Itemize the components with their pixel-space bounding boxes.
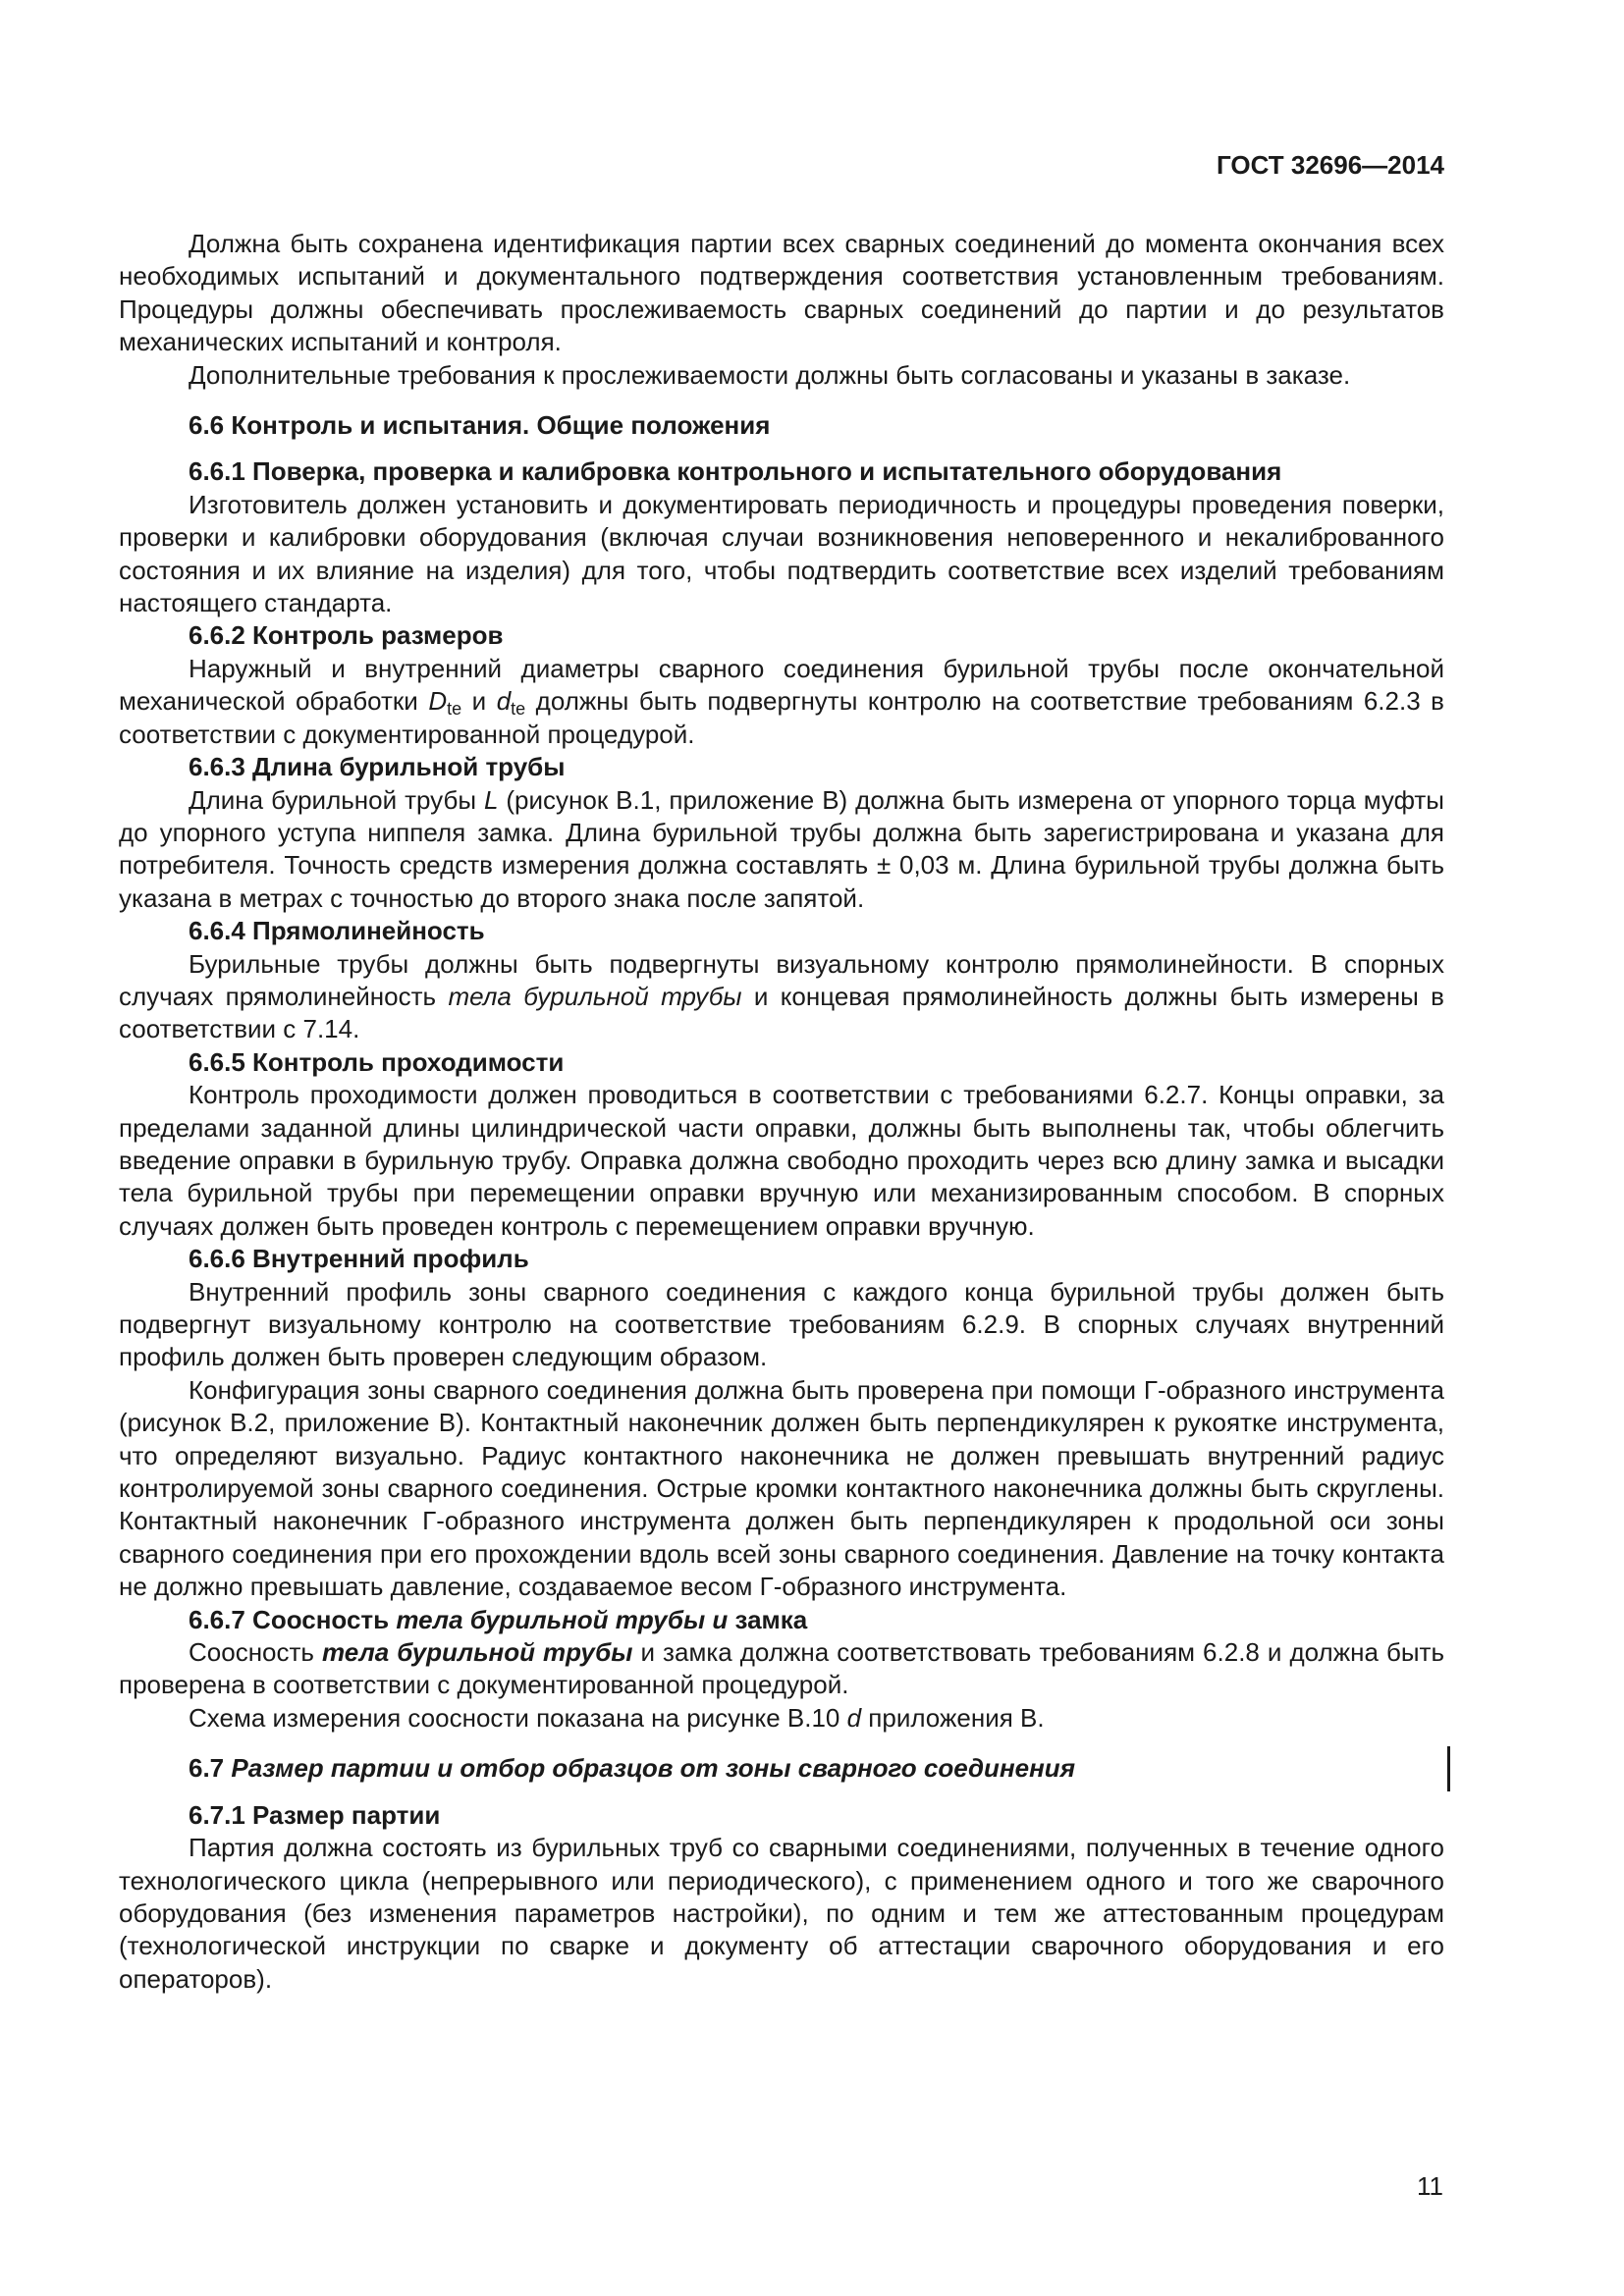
italic-term: тела бурильной трубы и: [396, 1604, 729, 1634]
text-run: должны быть подвергнуты контролю на соответствие требованиям 6.2.3 в соответствии с документированной процедурой.: [119, 686, 1444, 749]
text-run: приложения В.: [861, 1702, 1045, 1733]
section-heading-6-6-5: 6.6.5 Контроль проходимости: [189, 1046, 565, 1077]
section-heading-6-6: 6.6 Контроль и испытания. Общие положения: [189, 410, 771, 441]
document-body: [119, 228, 1444, 1996]
text-run: 6.7: [189, 1753, 232, 1784]
section-heading-6-6-4: 6.6.4 Прямолинейность: [189, 916, 485, 946]
paragraph: [119, 653, 1444, 751]
text-run: и замка должна соответствовать требованиям 6.2.8 и должна быть проверена в соответствии с документированной процедурой.: [119, 1637, 1445, 1700]
text-run: (рисунок В.1, приложение В) должна быть измерена от упорного торца муфты до упорного уступа ниппеля замка. Длина бурильной трубы должна быть зарегистрирована и указана для потребителя. Точность средств измерения должна составлять ± 0,03 м. Длина бурильной трубы должна быть указана в метрах с точностью до второго знака после запятой.: [119, 784, 1444, 913]
text-run: и: [461, 686, 497, 717]
paragraph: [119, 1636, 1444, 1702]
italic-heading: Размер партии и отбор образцов от зоны сварного соединения: [231, 1753, 1075, 1784]
text-run: замка: [728, 1604, 808, 1634]
text-run: Длина бурильной трубы: [189, 784, 484, 815]
subscript: te: [447, 699, 462, 720]
text-run: Соосность: [189, 1637, 323, 1668]
paragraph: [119, 1702, 1444, 1735]
section-heading-6-6-7: [119, 1604, 1444, 1636]
section-heading-6-6-2: 6.6.2 Контроль размеров: [189, 620, 504, 651]
symbol-D: D: [428, 686, 448, 717]
symbol-L: L: [483, 784, 499, 815]
paragraph: [119, 948, 1444, 1046]
paragraph: Конфигурация зоны сварного соединения должна быть проверена при помощи Г-образного инструмента (рисунок В.2, приложение В). Контактный наконечник должен быть перпендикулярен к рукоятке инструмента, что определяют визуально. Радиус контактного наконечника не должен превышать внутренний радиус контролируемой зоны сварного соединения. Острые кромки контактного наконечника должны быть скруглены. Контактный наконечник Г-образного инструмента должен быть перпендикулярен к продольной оси зоны сварного соединения при его прохождении вдоль всей зоны сварного соединения. Давление на точку контакта не должно превышать давление, создаваемое весом Г-образного инструмента.: [119, 1374, 1444, 1602]
section-heading-6-6-6: 6.6.6 Внутренний профиль: [189, 1244, 529, 1274]
bold-italic-term: тела бурильной трубы: [322, 1637, 633, 1668]
paragraph: Контроль проходимости должен проводиться в соответствии с требованиями 6.2.7. Концы оправки, за пределами заданной длины цилиндрической части оправки, должны быть выполнены так, чтобы облегчить введение оправки в бурильную трубу. Оправка должна свободно проходить через всю длину замка и высадки тела бурильной трубы при перемещении оправки вручную или механизированным способом. В спорных случаях должен быть проведен контроль с перемещением оправки вручную.: [119, 1080, 1444, 1241]
text-run: 6.6.7 Соосность: [189, 1604, 397, 1634]
paragraph: Внутренний профиль зоны сварного соединения с каждого конца бурильной трубы должен быть подвергнут визуальному контролю на соответствие требованиям 6.2.9. В спорных случаях внутренний профиль должен быть проверен следующим образом.: [119, 1276, 1444, 1372]
text-run: и концевая прямолинейность должны быть измерены в соответствии с 7.14.: [119, 981, 1444, 1044]
standard-designation: ГОСТ 32696—2014: [1217, 150, 1444, 180]
paragraph: Должна быть сохранена идентификация партии всех сварных соединений до момента окончания всех необходимых испытаний и документального подтверждения соответствия установленным требованиям. Процедуры должны обеспечивать прослеживаемость сварных соединений до партии и до результатов механических испытаний и контроля.: [119, 229, 1444, 357]
section-heading-6-6-3: 6.6.3 Длина бурильной трубы: [189, 752, 566, 782]
symbol-d: d: [496, 686, 512, 717]
paragraph: Дополнительные требования к прослеживаемости должны быть согласованы и указаны в заказе.: [189, 359, 1351, 390]
text-run: Наружный и внутренний диаметры сварного соединения бурильной трубы после окончательной механической обработки: [119, 653, 1444, 717]
section-heading-6-7: [119, 1752, 1444, 1785]
text-run: Схема измерения соосности показана на рисунке В.10: [189, 1702, 847, 1733]
paragraph: Изготовитель должен установить и документировать периодичность и процедуры проведения поверки, проверки и калибровки оборудования (включая случаи возникновения неповеренного и некалиброванного состояния и их влияние на изделия) для того, чтобы подтвердить соответствие всех изделий требованиям настоящего стандарта.: [119, 489, 1444, 618]
section-heading-6-7-1: 6.7.1 Размер партии: [189, 1799, 441, 1830]
text-run: Бурильные трубы должны быть подвергнуты визуальному контролю прямолинейности. В спорных случаях прямолинейность: [119, 948, 1444, 1011]
change-bar-marker: [1447, 1746, 1450, 1791]
italic-term: тела бурильной трубы: [448, 981, 742, 1011]
page-number: 11: [1417, 2171, 1443, 2201]
section-heading-6-6-1: 6.6.1 Поверка, проверка и калибровка контрольного и испытательного оборудования: [189, 456, 1282, 487]
symbol-d: d: [846, 1702, 862, 1733]
paragraph: [119, 784, 1444, 916]
subscript: te: [511, 699, 526, 720]
paragraph: Партия должна состоять из бурильных труб со сварными соединениями, полученных в течение одного технологического цикла (непрерывного или периодического), с применением одного и того же сварочного оборудования (без изменения параметров настройки), по одним и тем же аттестованным процедурам (технологической инструкции по сварке и документу об аттестации сварочного оборудования и его операторов).: [119, 1833, 1444, 1994]
